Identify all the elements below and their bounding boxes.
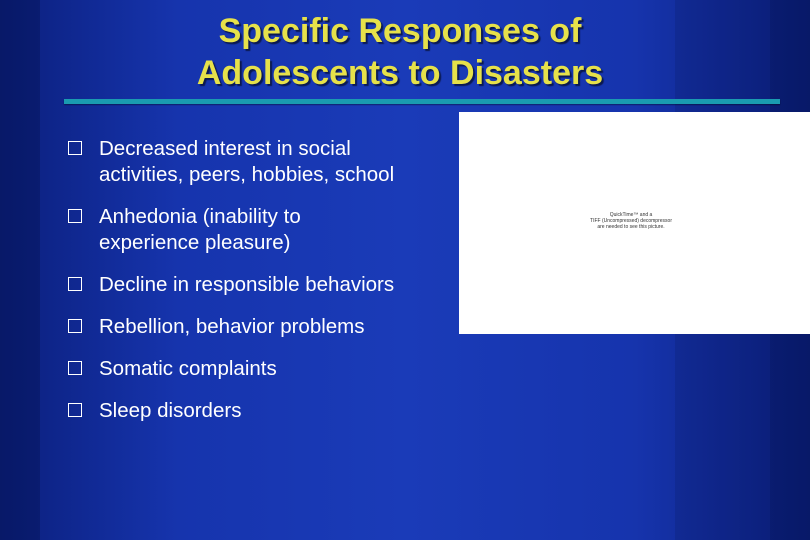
bullet-text: Decline in responsible behaviors bbox=[99, 273, 395, 296]
picture-placeholder bbox=[459, 112, 810, 334]
bullet-text: Anhedonia (inability to experience pleasure) bbox=[99, 205, 301, 254]
bullet-item bbox=[68, 356, 458, 382]
bullet-text: Rebellion, behavior problems bbox=[99, 315, 365, 338]
bullet-item bbox=[68, 136, 458, 188]
bullet-list bbox=[68, 136, 458, 440]
bullet-item bbox=[68, 398, 458, 424]
bullet-item bbox=[68, 314, 458, 340]
slide-title-line-1: Specific Responses of bbox=[218, 12, 582, 50]
bullet-text: Decreased interest in social activities, peers, hobbies, school bbox=[99, 137, 395, 186]
checkbox-bullet-icon bbox=[68, 141, 82, 155]
bullet-item bbox=[68, 204, 458, 256]
picture-placeholder-caption: QuickTime™ and a TIFF (Uncompressed) decompressor are needed to see this picture. bbox=[590, 212, 672, 230]
checkbox-bullet-icon bbox=[68, 319, 82, 333]
title-underline-rule bbox=[64, 99, 780, 104]
background-band-left bbox=[0, 0, 40, 540]
slide-title-line-2: Adolescents to Disasters bbox=[196, 54, 604, 92]
checkbox-bullet-icon bbox=[68, 403, 82, 417]
bullet-item bbox=[68, 272, 458, 298]
bullet-text: Sleep disorders bbox=[99, 399, 242, 422]
bullet-text: Somatic complaints bbox=[99, 357, 277, 380]
slide-title bbox=[110, 10, 690, 94]
checkbox-bullet-icon bbox=[68, 277, 82, 291]
checkbox-bullet-icon bbox=[68, 361, 82, 375]
checkbox-bullet-icon bbox=[68, 209, 82, 223]
